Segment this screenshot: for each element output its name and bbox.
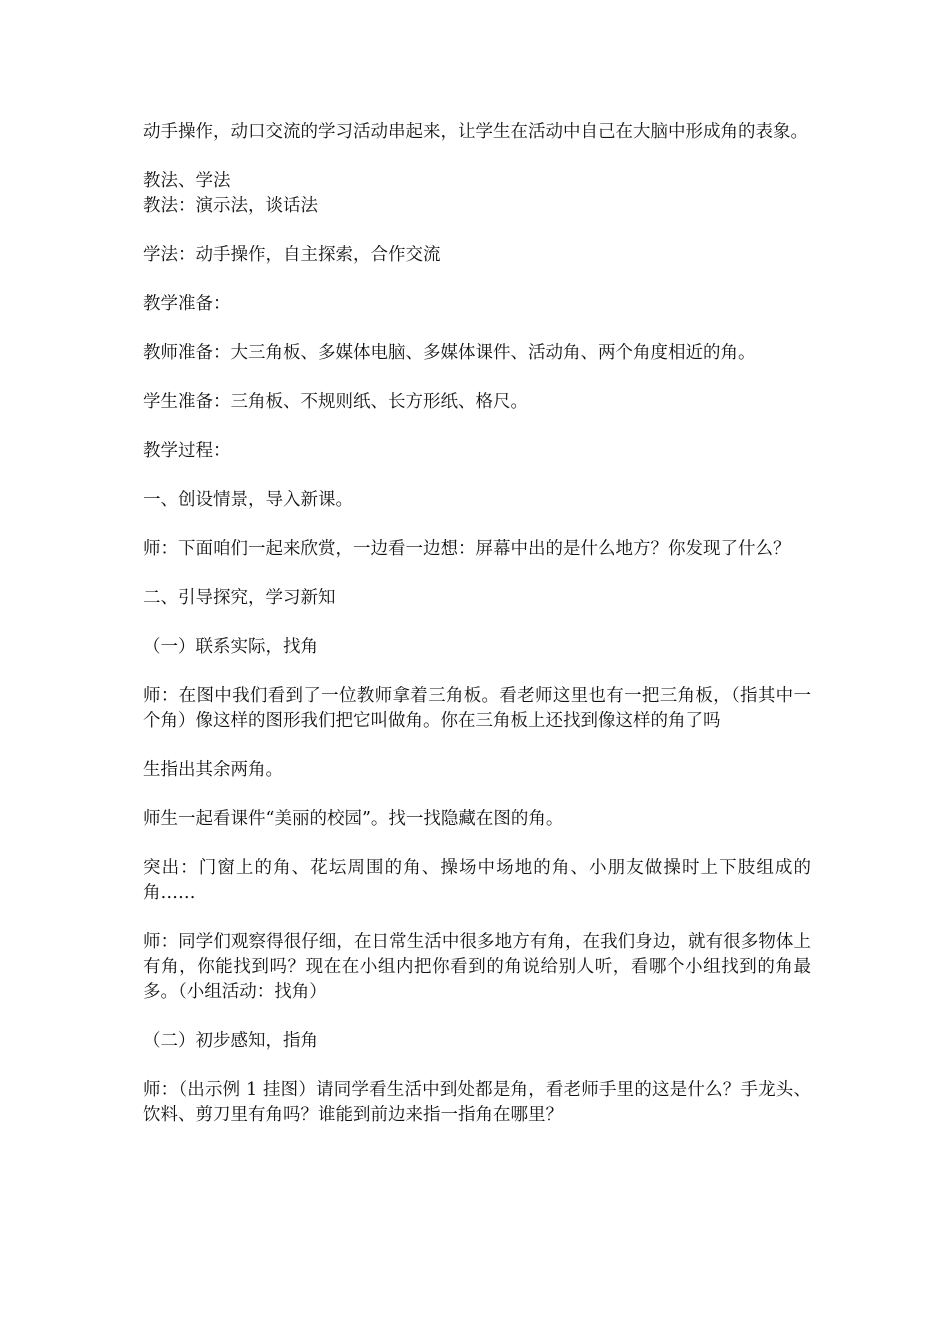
- paragraph-highlight: 突出：门窗上的角、花坛周围的角、操场中场地的角、小朋友做操时上下肢组成的角……: [143, 858, 811, 903]
- paragraph-courseware: 师生一起看课件“美丽的校园”。找一找隐藏在图的角。: [143, 809, 564, 829]
- heading-subsection-2: （二）初步感知，指角: [143, 1031, 318, 1051]
- heading-process: 教学过程：: [143, 441, 231, 461]
- paragraph-learning-method: 学法：动手操作，自主探索，合作交流: [143, 245, 441, 265]
- paragraph-teacher-2: 师：在图中我们看到了一位教师拿着三角板。看老师这里也有一把三角板，（指其中一个角）像这样的图形我们把它叫做角。你在三角板上还找到像这样的角了吗: [143, 686, 811, 731]
- heading-preparation: 教学准备：: [143, 294, 231, 314]
- paragraph-teacher-1: 师：下面咱们一起来欣赏，一边看一边想：屏幕中出的是什么地方？你发现了什么？: [143, 539, 791, 559]
- heading-methods: 教法、学法: [143, 171, 231, 191]
- heading-subsection-1: （一）联系实际，找角: [143, 637, 318, 657]
- paragraph-teacher-3: 师：同学们观察得很仔细，在日常生活中很多地方有角，在我们身边，就有很多物体上有角，你能找到吗？现在在小组内把你看到的角说给别人听，看哪个小组找到的角最多。（小组活动：找角）: [143, 932, 811, 1002]
- paragraph-teaching-method: 教法：演示法，谈话法: [143, 196, 318, 216]
- heading-section-2: 二、引导探究，学习新知: [143, 588, 336, 608]
- paragraph-teacher-4: 师：（出示例 1 挂图）请同学看生活中到处都是角，看老师手里的这是什么？手龙头、饮料、剪刀里有角吗？谁能到前边来指一指角在哪里？: [143, 1080, 811, 1125]
- paragraph-student-1: 生指出其余两角。: [143, 760, 283, 780]
- paragraph-student-prep: 学生准备：三角板、不规则纸、长方形纸、格尺。: [143, 392, 528, 412]
- paragraph-intro: 动手操作，动口交流的学习活动串起来，让学生在活动中自己在大脑中形成角的表象。: [143, 122, 808, 142]
- document-page: [143, 120, 811, 1128]
- paragraph-teacher-prep: 教师准备：大三角板、多媒体电脑、多媒体课件、活动角、两个角度相近的角。: [143, 343, 756, 363]
- heading-section-1: 一、创设情景，导入新课。: [143, 490, 353, 510]
